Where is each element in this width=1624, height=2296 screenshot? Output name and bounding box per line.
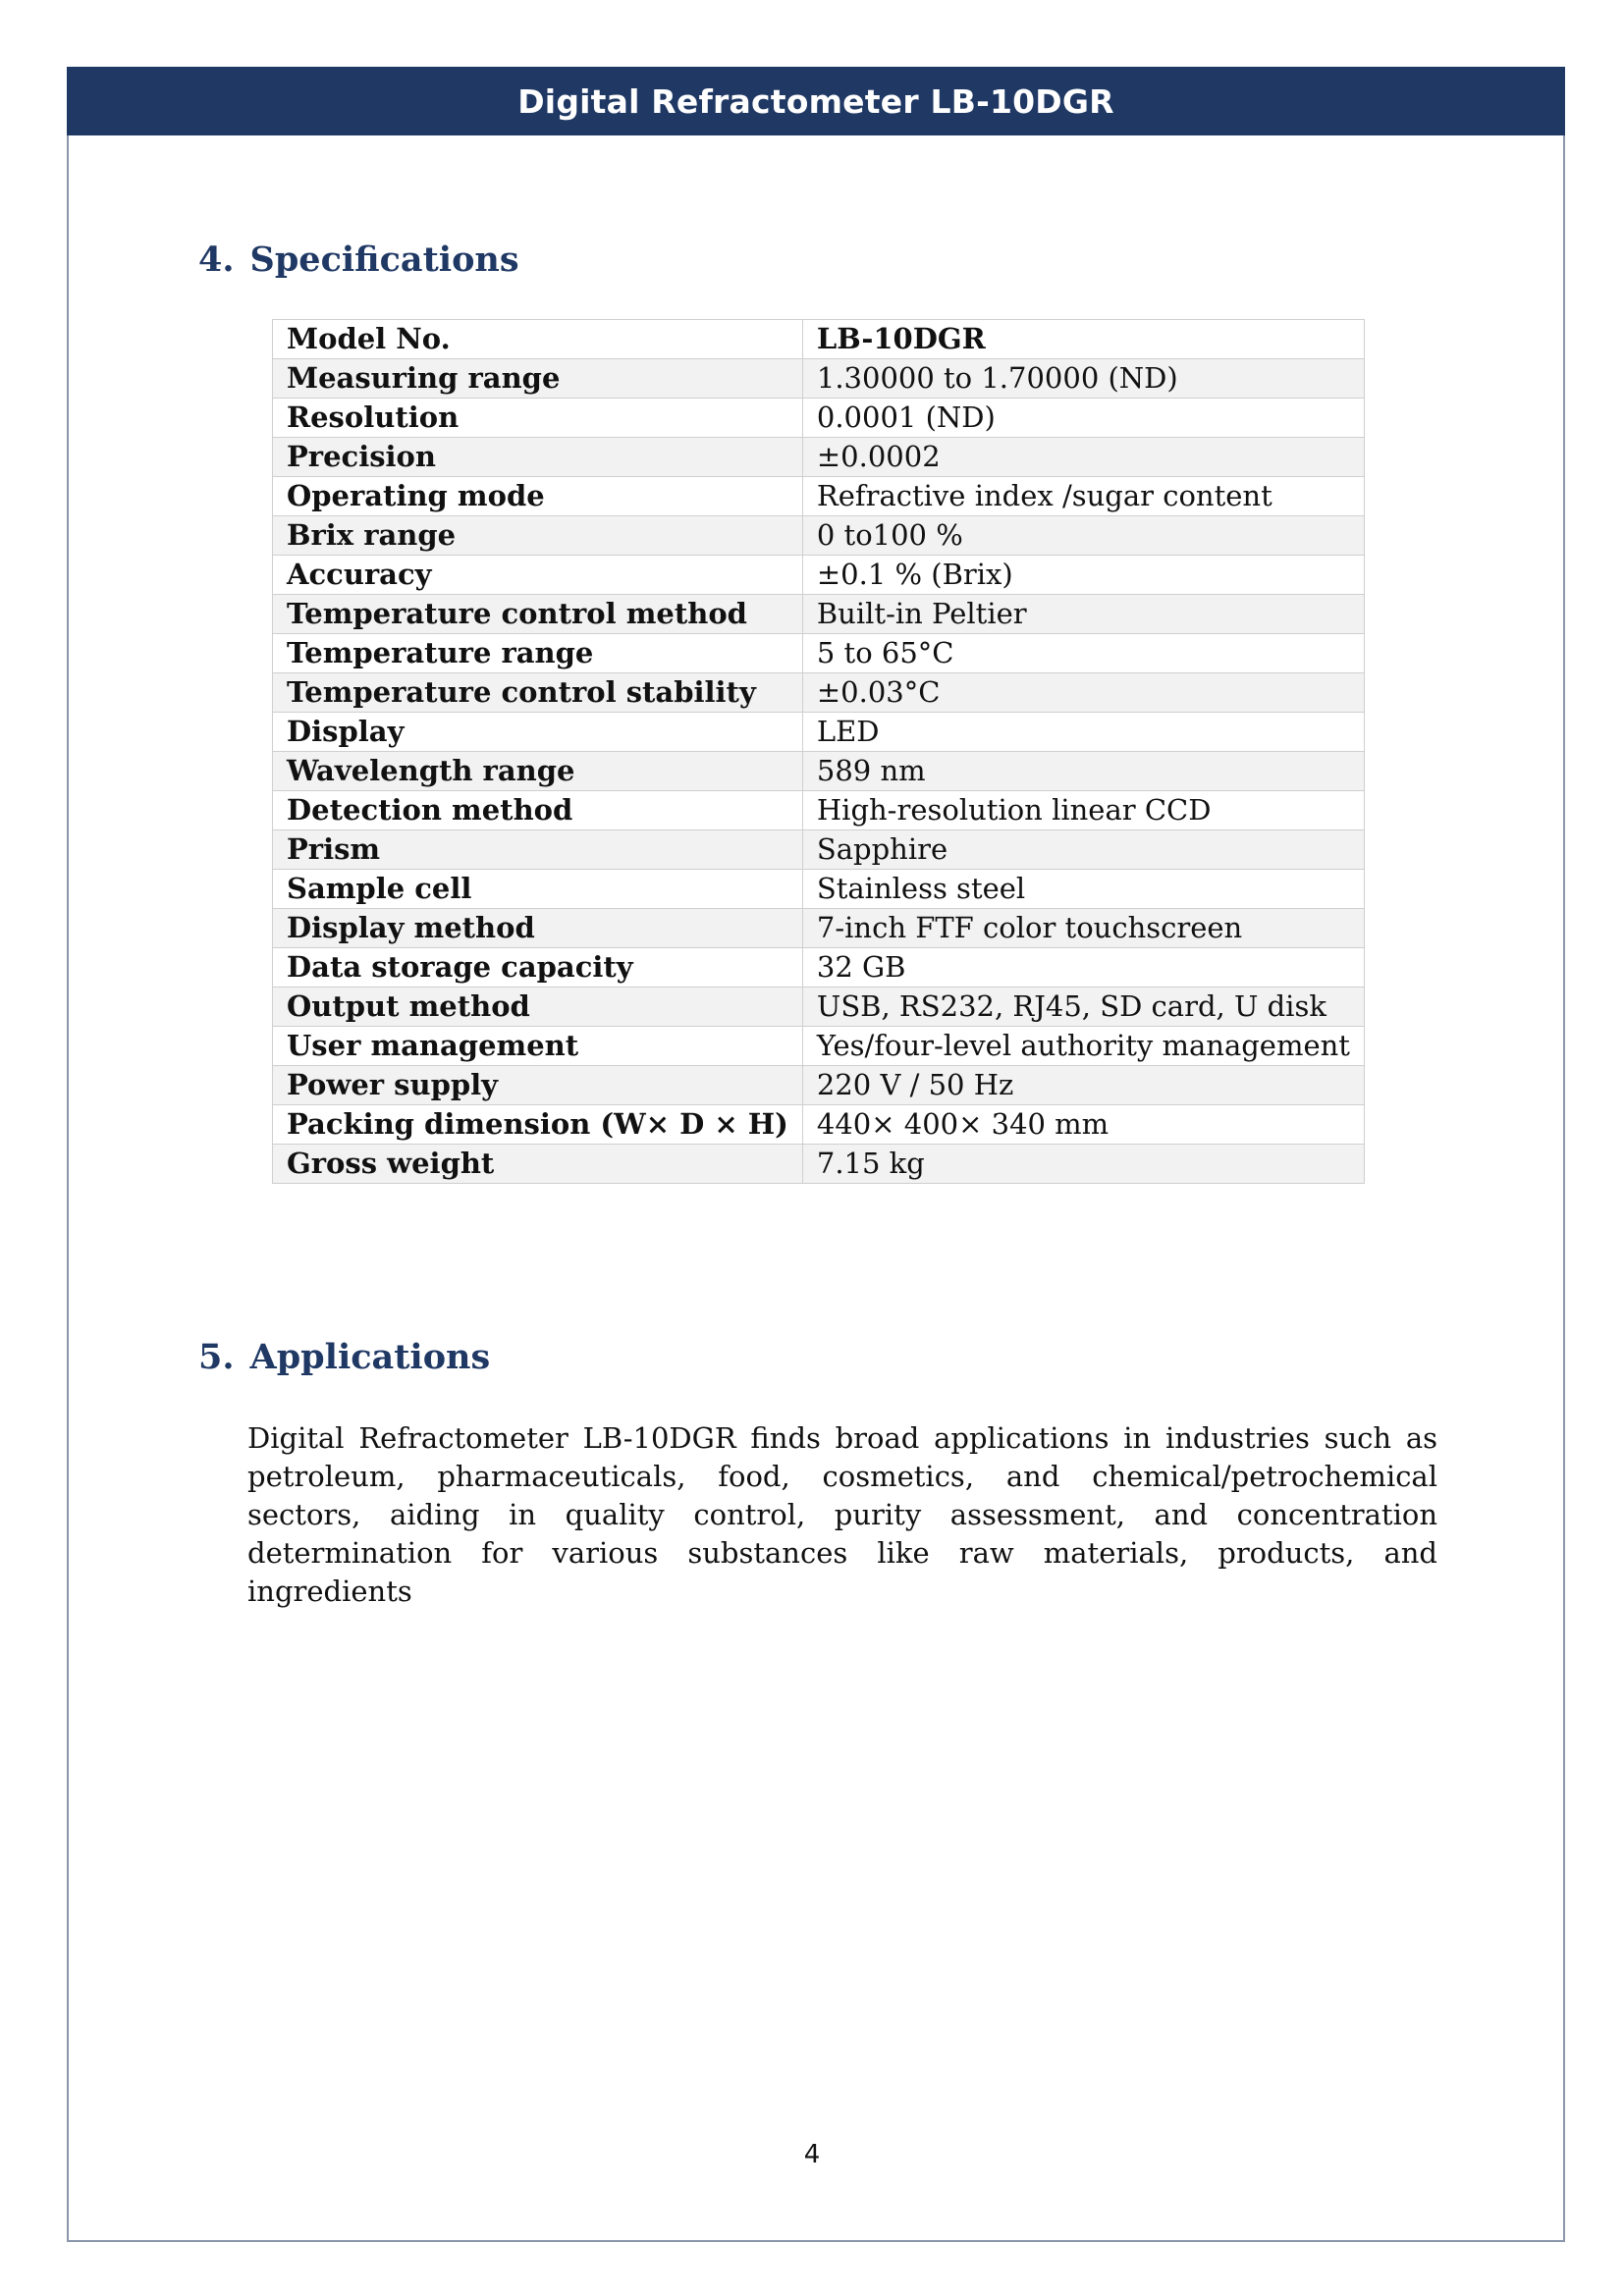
spec-value: 7.15 kg (802, 1145, 1364, 1184)
spec-key: Detection method (273, 791, 803, 830)
spec-value: 32 GB (802, 948, 1364, 988)
table-row (273, 673, 1365, 713)
table-row (273, 870, 1365, 909)
table-row (273, 595, 1365, 634)
spec-key: Model No. (273, 320, 803, 359)
table-row (273, 752, 1365, 791)
spec-value: ±0.03°C (802, 673, 1364, 713)
table-row (273, 399, 1365, 438)
spec-key: Accuracy (273, 556, 803, 595)
spec-value: 220 V / 50 Hz (802, 1066, 1364, 1105)
spec-key: Operating mode (273, 477, 803, 516)
spec-key: Data storage capacity (273, 948, 803, 988)
section-title: Specifications (249, 240, 519, 280)
header-bar (67, 67, 1565, 135)
spec-value: 1.30000 to 1.70000 (ND) (802, 359, 1364, 399)
table-row (273, 634, 1365, 673)
applications-paragraph: Digital Refractometer LB-10DGR finds broad applications in industries such as petroleum, pharmaceuticals, food, cosmetics, and chemical/petrochemical sectors, aiding in quality control, purity assessment, and concentration determination for various substances like raw materials, products, and ingredients (247, 1421, 1437, 1608)
table-row (273, 477, 1365, 516)
spec-value: USB, RS232, RJ45, SD card, U disk (802, 988, 1364, 1027)
spec-key: Measuring range (273, 359, 803, 399)
spec-key: Prism (273, 830, 803, 870)
spec-key: Display (273, 713, 803, 752)
section-number: 5. (198, 1337, 235, 1377)
spec-value: Built-in Peltier (802, 595, 1364, 634)
table-row (273, 1027, 1365, 1066)
spec-value: 7-inch FTF color touchscreen (802, 909, 1364, 948)
spec-key: Packing dimension (W× D × H) (273, 1105, 803, 1145)
table-row (273, 516, 1365, 556)
table-row (273, 830, 1365, 870)
table-row (273, 1145, 1365, 1184)
spec-key: Wavelength range (273, 752, 803, 791)
spec-key: Temperature control method (273, 595, 803, 634)
table-row (273, 1066, 1365, 1105)
spec-key: Power supply (273, 1066, 803, 1105)
section-number: 4. (198, 240, 235, 280)
spec-value: Yes/four-level authority management (802, 1027, 1364, 1066)
spec-value: LB-10DGR (802, 320, 1364, 359)
spec-value: 5 to 65°C (802, 634, 1364, 673)
table-row (273, 438, 1365, 477)
table-row (273, 556, 1365, 595)
page-number: 4 (803, 2140, 821, 2169)
spec-value: 0 to100 % (802, 516, 1364, 556)
table-row (273, 988, 1365, 1027)
spec-value: 0.0001 (ND) (802, 399, 1364, 438)
spec-value: 589 nm (802, 752, 1364, 791)
spec-key: Brix range (273, 516, 803, 556)
spec-value: LED (802, 713, 1364, 752)
table-row (273, 1105, 1365, 1145)
spec-value: 440× 400× 340 mm (802, 1105, 1364, 1145)
table-row (273, 791, 1365, 830)
spec-value: ±0.0002 (802, 438, 1364, 477)
table-row (273, 320, 1365, 359)
applications-heading (198, 1337, 490, 1377)
spec-value: Sapphire (802, 830, 1364, 870)
spec-key: Temperature control stability (273, 673, 803, 713)
spec-key: Precision (273, 438, 803, 477)
spec-key: Display method (273, 909, 803, 948)
spec-key: User management (273, 1027, 803, 1066)
spec-value: High-resolution linear CCD (802, 791, 1364, 830)
document-title: Digital Refractometer LB-10DGR (517, 81, 1114, 121)
specifications-table (272, 319, 1365, 1184)
table-row (273, 909, 1365, 948)
spec-value: Refractive index /sugar content (802, 477, 1364, 516)
table-row (273, 713, 1365, 752)
spec-key: Resolution (273, 399, 803, 438)
specifications-heading (198, 240, 519, 280)
spec-value: ±0.1 % (Brix) (802, 556, 1364, 595)
spec-key: Temperature range (273, 634, 803, 673)
spec-key: Sample cell (273, 870, 803, 909)
table-row (273, 359, 1365, 399)
table-row (273, 948, 1365, 988)
spec-key: Gross weight (273, 1145, 803, 1184)
spec-value: Stainless steel (802, 870, 1364, 909)
section-title: Applications (249, 1337, 491, 1377)
spec-key: Output method (273, 988, 803, 1027)
